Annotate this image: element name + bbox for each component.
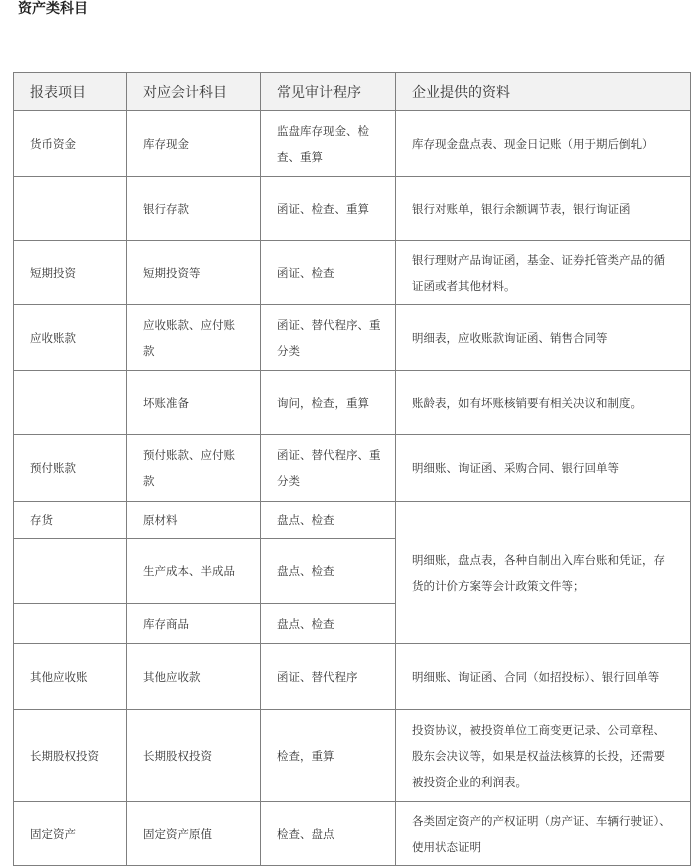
cell-account: 预付账款、应付账款	[127, 435, 261, 502]
cell-account: 其他应收款	[127, 644, 261, 710]
cell-report-item: 存货	[14, 502, 127, 539]
cell-procedure: 盘点、检查	[261, 502, 396, 539]
cell-procedure: 函证、检查、重算	[261, 177, 396, 241]
cell-account: 坏账准备	[127, 371, 261, 435]
table-row	[14, 177, 691, 241]
cell-report-item	[14, 177, 127, 241]
cell-report-item: 短期投资	[14, 241, 127, 305]
cell-report-item	[14, 604, 127, 644]
cell-materials: 账龄表，如有坏账核销要有相关决议和制度。	[396, 371, 691, 435]
table-row	[14, 305, 691, 371]
table-row	[14, 502, 691, 539]
cell-report-item: 固定资产	[14, 802, 127, 866]
cell-materials: 银行对账单，银行余额调节表，银行询证函	[396, 177, 691, 241]
header-account: 对应会计科目	[127, 73, 261, 111]
cell-procedure: 询问，检查，重算	[261, 371, 396, 435]
cell-materials: 投资协议，被投资单位工商变更记录、公司章程、股东会决议等，如果是权益法核算的长投，还需要被投资企业的利润表。	[396, 710, 691, 802]
cell-materials: 各类固定资产的产权证明（房产证、车辆行驶证）、使用状态证明	[396, 802, 691, 866]
header-audit-procedure: 常见审计程序	[261, 73, 396, 111]
cell-account: 原材料	[127, 502, 261, 539]
cell-account: 库存商品	[127, 604, 261, 644]
cell-report-item	[14, 539, 127, 604]
table-header-row	[14, 73, 691, 111]
header-report-item: 报表项目	[14, 73, 127, 111]
cell-procedure: 检查、盘点	[261, 802, 396, 866]
cell-report-item: 预付账款	[14, 435, 127, 502]
cell-account: 长期股权投资	[127, 710, 261, 802]
cell-report-item: 长期股权投资	[14, 710, 127, 802]
table-row	[14, 802, 691, 866]
cell-procedure: 函证、替代程序、重分类	[261, 435, 396, 502]
table-row	[14, 241, 691, 305]
cell-materials: 明细表，应收账款询证函、销售合同等	[396, 305, 691, 371]
cell-procedure: 检查，重算	[261, 710, 396, 802]
table-row	[14, 111, 691, 177]
cell-procedure: 函证、检查	[261, 241, 396, 305]
cell-account: 固定资产原值	[127, 802, 261, 866]
cell-materials: 银行理财产品询证函，基金、证券托管类产品的循证函或者其他材料。	[396, 241, 691, 305]
asset-accounts-table	[13, 72, 691, 866]
cell-materials: 明细账、询证函、合同（如招投标）、银行回单等	[396, 644, 691, 710]
cell-account: 银行存款	[127, 177, 261, 241]
table-row	[14, 710, 691, 802]
table-row	[14, 371, 691, 435]
cell-account: 应收账款、应付账款	[127, 305, 261, 371]
cell-report-item: 其他应收账	[14, 644, 127, 710]
cell-account: 库存现金	[127, 111, 261, 177]
cell-procedure: 盘点、检查	[261, 604, 396, 644]
cell-procedure: 函证、替代程序	[261, 644, 396, 710]
cell-account: 生产成本、半成品	[127, 539, 261, 604]
cell-materials: 库存现金盘点表、现金日记账（用于期后倒轧）	[396, 111, 691, 177]
cell-procedure: 监盘库存现金、检查、重算	[261, 111, 396, 177]
page-title: 资产类科目	[18, 1, 88, 17]
cell-report-item	[14, 371, 127, 435]
cell-procedure: 盘点、检查	[261, 539, 396, 604]
table-row	[14, 644, 691, 710]
cell-account: 短期投资等	[127, 241, 261, 305]
cell-materials: 明细账，盘点表，各种自制出入库台账和凭证，存货的计价方案等会计政策文件等；	[396, 502, 691, 644]
header-materials: 企业提供的资料	[396, 73, 691, 111]
cell-report-item: 应收账款	[14, 305, 127, 371]
cell-report-item: 货币资金	[14, 111, 127, 177]
table-row	[14, 435, 691, 502]
cell-materials: 明细账、询证函、采购合同、银行回单等	[396, 435, 691, 502]
cell-procedure: 函证、替代程序、重分类	[261, 305, 396, 371]
